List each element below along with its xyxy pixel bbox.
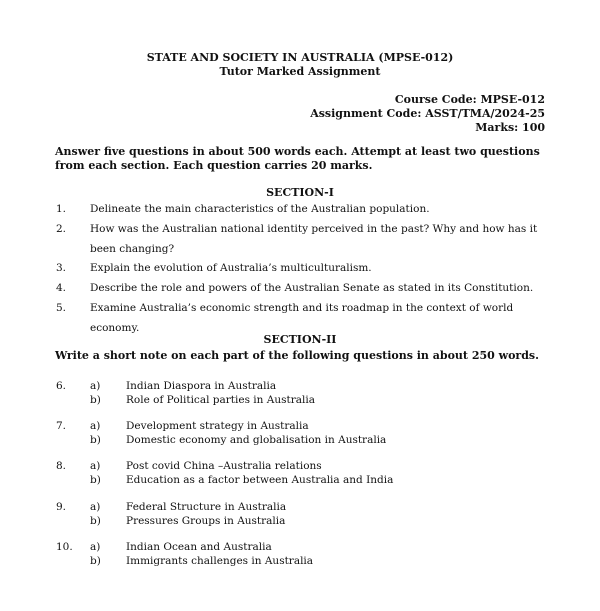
question-number: 1. <box>56 203 67 215</box>
part-text: Domestic economy and globalisation in Australia <box>126 433 387 446</box>
question-number: 3. <box>56 262 67 274</box>
question-text: Describe the role and powers of the Australian Senate as stated in its Constitution. <box>90 282 534 294</box>
question-2 <box>56 219 546 259</box>
part-text: Indian Diaspora in Australia <box>126 380 277 392</box>
part-text: Education as a factor between Australia and India <box>126 473 394 486</box>
part-b <box>56 474 546 488</box>
question-number: 4. <box>56 282 67 294</box>
part-b <box>56 515 546 529</box>
part-label: b) <box>90 473 101 486</box>
question-text: Explain the evolution of Australia’s multiculturalism. <box>90 262 372 274</box>
question-3 <box>56 258 546 278</box>
part-b <box>56 434 546 448</box>
part-a <box>56 460 546 474</box>
question-text: How was the Australian national identity perceived in the past? Why and how has it been changing? <box>90 223 538 255</box>
question-5 <box>56 298 546 338</box>
question-text: Delineate the main characteristics of the Australian population. <box>90 203 430 215</box>
marks: Marks: 100 <box>475 121 545 134</box>
question-number: 7. <box>56 420 67 432</box>
part-a <box>56 380 546 394</box>
question-number: 8. <box>56 460 67 472</box>
part-text: Development strategy in Australia <box>126 420 309 432</box>
section-2-heading: SECTION-II <box>263 333 337 346</box>
question-8 <box>56 460 546 487</box>
question-10 <box>56 541 546 568</box>
question-6 <box>56 380 546 407</box>
part-label: b) <box>90 393 101 406</box>
part-a <box>56 501 546 515</box>
question-number: 2. <box>56 223 67 235</box>
question-text: Examine Australia’s economic strength and its roadmap in the context of world economy. <box>90 302 514 334</box>
assignment-codes <box>310 93 545 135</box>
question-1 <box>56 199 546 219</box>
section-1-heading: SECTION-I <box>266 186 334 199</box>
document-title: STATE AND SOCIETY IN AUSTRALIA (MPSE-012) <box>146 51 454 64</box>
part-text: Role of Political parties in Australia <box>126 393 315 406</box>
question-number: 9. <box>56 501 67 513</box>
question-number: 5. <box>56 302 67 314</box>
part-label: a) <box>90 420 101 432</box>
instructions: Answer five questions in about 500 words each. Attempt at least two questions from each section. Each question carries 20 marks. <box>55 145 540 172</box>
part-b <box>56 555 546 569</box>
part-label: a) <box>90 541 101 553</box>
part-text: Federal Structure in Australia <box>126 501 287 513</box>
part-text: Pressures Groups in Australia <box>126 514 286 527</box>
question-number: 6. <box>56 380 67 392</box>
part-label: a) <box>90 460 101 472</box>
document-subtitle: Tutor Marked Assignment <box>219 65 381 78</box>
title-block <box>0 51 600 79</box>
part-a <box>56 420 546 434</box>
part-text: Indian Ocean and Australia <box>126 541 272 553</box>
part-a <box>56 541 546 555</box>
part-label: b) <box>90 554 101 567</box>
assignment-code: Assignment Code: ASST/TMA/2024-25 <box>310 107 545 120</box>
part-text: Immigrants challenges in Australia <box>126 554 314 567</box>
question-number: 10. <box>56 541 73 553</box>
part-label: b) <box>90 514 101 527</box>
question-4 <box>56 278 546 298</box>
course-code: Course Code: MPSE-012 <box>394 93 545 106</box>
question-7 <box>56 420 546 447</box>
part-label: b) <box>90 433 101 446</box>
part-label: a) <box>90 380 101 392</box>
section-2-instructions: Write a short note on each part of the following questions in about 250 words. <box>55 349 539 362</box>
question-9 <box>56 501 546 528</box>
part-text: Post covid China –Australia relations <box>126 460 322 472</box>
part-label: a) <box>90 501 101 513</box>
part-b <box>56 394 546 408</box>
